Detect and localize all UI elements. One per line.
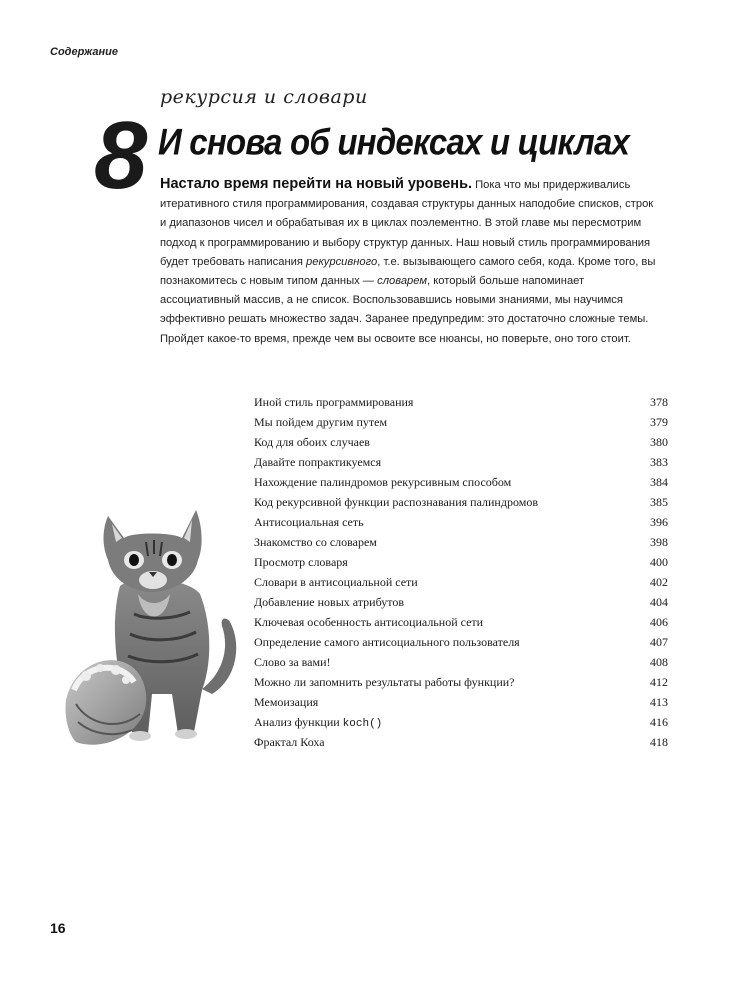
toc-entry-page: 385 xyxy=(650,495,668,509)
chapter-title: И снова об индексах и циклах xyxy=(158,121,630,163)
toc-entry-title: Мы пойдем другим путем xyxy=(254,415,388,429)
toc-entry-title: Фрактал Коха xyxy=(254,735,325,749)
toc-entry[interactable] xyxy=(254,712,668,732)
toc-entry[interactable] xyxy=(254,692,668,712)
toc-entry-title: Код для обоих случаев xyxy=(254,435,370,449)
toc-entry-title xyxy=(254,712,382,734)
toc-entry[interactable] xyxy=(254,492,668,512)
toc-entry-page: 416 xyxy=(650,715,668,729)
toc-entry-title: Знакомство со словарем xyxy=(254,535,377,549)
toc-entry-title: Антисоциальная сеть xyxy=(254,515,364,529)
toc-entry-page: 383 xyxy=(650,455,668,469)
page-number: 16 xyxy=(50,920,66,936)
toc-entry-title: Код рекурсивной функции распознавания палиндромов xyxy=(254,495,538,509)
toc-entry-title-text: Анализ функции xyxy=(254,715,340,729)
toc-entry-page: 404 xyxy=(650,595,668,609)
toc-entry-title: Давайте попрактикуемся xyxy=(254,455,382,469)
toc-entry-page: 412 xyxy=(650,675,668,689)
toc-entry-title: Можно ли запомнить результаты работы функции? xyxy=(254,675,515,689)
toc-entry-title: Мемоизация xyxy=(254,695,319,709)
toc-entry[interactable] xyxy=(254,392,668,412)
toc-entry-page: 379 xyxy=(650,415,668,429)
toc-entry[interactable] xyxy=(254,652,668,672)
toc-entry-title: Добавление новых атрибутов xyxy=(254,595,404,609)
toc-entry-title: Ключевая особенность антисоциальной сети xyxy=(254,615,484,629)
toc-entry-page: 413 xyxy=(650,695,668,709)
toc-entry[interactable] xyxy=(254,732,668,752)
toc-entry-page: 418 xyxy=(650,735,668,749)
toc-entry[interactable] xyxy=(254,472,668,492)
chapter-subtitle: рекурсия и словари xyxy=(160,86,368,108)
toc-entry[interactable] xyxy=(254,412,668,432)
toc-entry-page: 402 xyxy=(650,575,668,589)
toc-entry[interactable] xyxy=(254,452,668,472)
toc-entry[interactable] xyxy=(254,532,668,552)
intro-emphasis-recursive: рекурсивного xyxy=(306,255,378,268)
toc-entry-title: Иной стиль программирования xyxy=(254,395,414,409)
toc-entry-page: 407 xyxy=(650,635,668,649)
intro-emphasis-dictionary: словарем xyxy=(377,275,428,288)
section-label: Содержание xyxy=(50,46,118,58)
toc-entry-title: Просмотр словаря xyxy=(254,555,348,569)
chapter-intro xyxy=(160,175,660,349)
intro-lead: Настало время перейти на новый уровень. xyxy=(160,176,473,192)
toc-entry-page: 408 xyxy=(650,655,668,669)
toc-entry[interactable] xyxy=(254,552,668,572)
toc-entry-title: Нахождение палиндромов рекурсивным способом xyxy=(254,475,512,489)
toc-entry-page: 398 xyxy=(650,535,668,549)
toc-entry-page: 400 xyxy=(650,555,668,569)
cat-with-taco-illustration xyxy=(62,494,258,760)
toc-entry-page: 378 xyxy=(650,395,668,409)
toc-entry-page: 406 xyxy=(650,615,668,629)
toc-entry-page: 384 xyxy=(650,475,668,489)
intro-text-2: , т.е. вызывающего самого себя, кода. Кроме того, вы познакомитесь с новым типом данных — xyxy=(160,255,656,288)
toc-entry-code: koch() xyxy=(342,718,383,730)
toc-entry[interactable] xyxy=(254,672,668,692)
toc-entry[interactable] xyxy=(254,432,668,452)
toc-entry-page: 396 xyxy=(650,515,668,529)
toc-entry[interactable] xyxy=(254,592,668,612)
intro-text-1: Пока что мы придерживались итеративного стиля программирования, создавая структуры данных наподобие списков, строк и диапазонов чисел и обрабатывая их в циклах поэлементно. В этой главе мы пересмотрим подход к программированию и выбору структур данных. Наш новый стиль программирования будет требовать написания xyxy=(160,179,654,268)
intro-text-3: , который больше напоминает ассоциативный массив, а не список. Воспользовавшись новыми знаниями, мы научимся эффективно решать множество задач. Заранее предупредим: это достаточно сложные темы. Пройдет какое-то время, прежде чем вы освоите все нюансы, но поверьте, оно того стоит. xyxy=(160,275,649,345)
toc-entry-page: 380 xyxy=(650,435,668,449)
toc-entry[interactable] xyxy=(254,632,668,652)
toc-entry-title: Определение самого антисоциального пользователя xyxy=(254,635,520,649)
toc-entry[interactable] xyxy=(254,572,668,592)
toc-entry[interactable] xyxy=(254,612,668,632)
chapter-number: 8 xyxy=(94,102,146,209)
toc-entry-title: Словари в антисоциальной сети xyxy=(254,575,418,589)
toc-entry-title: Слово за вами! xyxy=(254,655,331,669)
table-of-contents xyxy=(254,392,668,752)
toc-entry[interactable] xyxy=(254,512,668,532)
